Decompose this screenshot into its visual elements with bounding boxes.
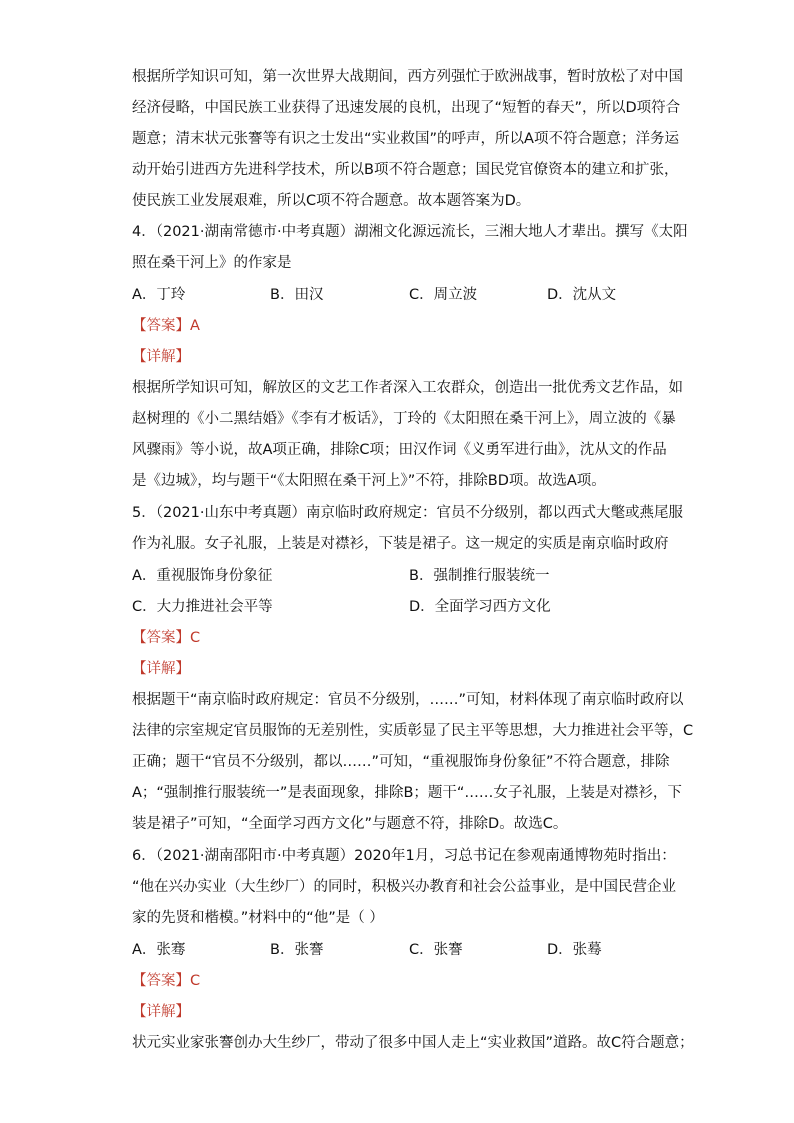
q5-detail-line: 正确；题干“官员不分级别，都以……”可知，“重视服饰身份象征”不符合题意，排除 <box>132 754 670 770</box>
q4-detail-line: 根据所学知识可知，解放区的文艺工作者深入工农群众，创造出一批优秀文艺作品，如 <box>132 380 683 396</box>
q6-option-b: B．张謇 <box>270 942 324 958</box>
q5-option-d: D．全面学习西方文化 <box>409 599 551 615</box>
q6-detail-tag <box>132 1002 692 1022</box>
q3-detail-line: 题意；清末状元张謇等有识之士发出“实业救国”的呼声，所以A项不符合题意；洋务运 <box>132 131 679 147</box>
answer-value: C <box>190 973 201 989</box>
q6-option-a: A．张骞 <box>132 942 186 958</box>
q6-stem-line: 6．（2021·湖南邵阳市·中考真题）2020年1月，习总书记在参观南通博物苑时指出： <box>132 848 676 864</box>
q4-option-c: C．周立波 <box>409 287 478 303</box>
q4-answer <box>132 316 692 336</box>
q5-option-b: B．强制推行服装统一 <box>409 568 550 584</box>
q4-option-b: B．田汉 <box>270 287 324 303</box>
answer-value: C <box>190 630 201 646</box>
q4-option-d: D．沈从文 <box>547 287 617 303</box>
q4-option-a: A．丁玲 <box>132 287 186 303</box>
q3-detail-line: 动开始引进西方先进科学技术，所以B项不符合题意；国民党官僚资本的建立和扩张， <box>132 162 679 178</box>
q6-detail-line: 状元实业家张謇创办大生纱厂，带动了很多中国人走上“实业救国”道路。故C符合题意； <box>132 1035 694 1051</box>
q4-stem-line: 照在桑干河上》的作家是 <box>132 255 292 271</box>
q5-detail-line: 根据题干“南京临时政府规定：官员不分级别，……”可知，材料体现了南京临时政府以 <box>132 692 684 708</box>
detail-tag: 【详解】 <box>132 349 190 365</box>
q5-detail-line: 装是裙子”可知，“全面学习西方文化”与题意不符，排除D。故选C。 <box>132 816 568 832</box>
q6-option-d: D．张蓦 <box>547 942 602 958</box>
q5-option-c: C．大力推进社会平等 <box>132 599 273 615</box>
q5-detail-tag <box>132 659 692 679</box>
q6-stem-line: “他在兴办实业（大生纱厂）的同时，积极兴办教育和社会公益事业，是中国民营企业 <box>132 879 677 895</box>
answer-tag: 【答案】 <box>132 318 190 334</box>
answer-value: A <box>190 318 200 334</box>
q6-stem-line: 家的先贤和楷模。”材料中的“他”是（ ） <box>132 910 384 926</box>
q3-detail-line: 根据所学知识可知，第一次世界大战期间，西方列强忙于欧洲战事，暂时放松了对中国 <box>132 69 683 85</box>
answer-tag: 【答案】 <box>132 630 190 646</box>
q5-option-a: A．重视服饰身份象征 <box>132 568 273 584</box>
q5-detail-line: 法律的宗室规定官员服饰的无差别性，实质彰显了民主平等思想，大力推进社会平等，C <box>132 723 694 739</box>
q4-stem-line: 4．（2021·湖南常德市·中考真题）湖湘文化源远流长，三湘大地人才辈出。撰写《太阳 <box>132 224 688 240</box>
q5-answer <box>132 628 692 648</box>
detail-tag: 【详解】 <box>132 661 190 677</box>
q3-detail-line: 经济侵略，中国民族工业获得了迅速发展的良机，出现了“短暂的春天”，所以D项符合 <box>132 100 681 116</box>
answer-tag: 【答案】 <box>132 973 190 989</box>
q4-detail-tag <box>132 347 692 367</box>
q5-detail-line: A；“强制推行服装统一”是表面现象，排除B；题干“……女子礼服，上装是对襟衫，下 <box>132 785 682 801</box>
q4-detail-line: 是《边城》，均与题干“《太阳照在桑干河上》”不符，排除BD项。故选A项。 <box>132 473 606 489</box>
q6-answer <box>132 971 692 991</box>
q4-detail-line: 赵树理的《小二黑结婚》《李有才板话》，丁玲的《太阳照在桑干河上》，周立波的《暴 <box>132 411 676 427</box>
q6-option-c: C．张謇 <box>409 942 463 958</box>
detail-tag: 【详解】 <box>132 1004 190 1020</box>
q5-stem-line: 5．（2021·山东中考真题）南京临时政府规定：官员不分级别，都以西式大氅或燕尾服 <box>132 505 683 521</box>
q5-stem-line: 作为礼服。女子礼服，上装是对襟衫，下装是裙子。这一规定的实质是南京临时政府 <box>132 536 669 552</box>
q4-detail-line: 风骤雨》等小说，故A项正确，排除C项；田汉作词《义勇军进行曲》，沈从文的作品 <box>132 442 667 458</box>
q3-detail-line: 使民族工业发展艰难，所以C项不符合题意。故本题答案为D。 <box>132 193 531 209</box>
